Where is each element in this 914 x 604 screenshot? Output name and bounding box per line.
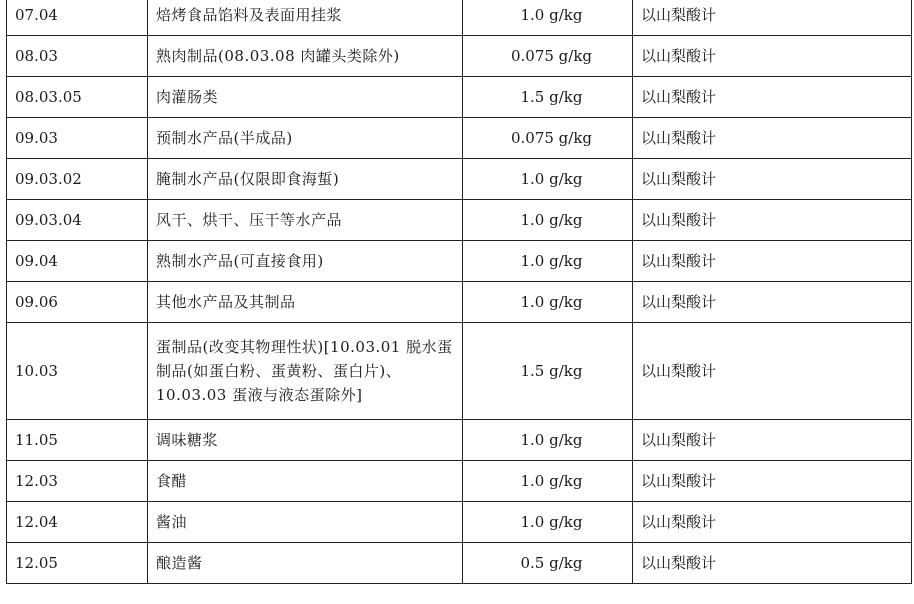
max-usage-amount: 1.0 g/kg [463, 200, 633, 241]
food-category-code: 12.05 [7, 543, 148, 584]
remark: 以山梨酸计 [633, 241, 912, 282]
table-row [7, 420, 912, 461]
food-category-code: 10.03 [7, 323, 148, 420]
remark: 以山梨酸计 [633, 282, 912, 323]
remark: 以山梨酸计 [633, 77, 912, 118]
remark: 以山梨酸计 [633, 543, 912, 584]
food-name: 食醋 [148, 461, 463, 502]
food-category-code: 07.04 [7, 0, 148, 36]
food-category-code: 09.03 [7, 118, 148, 159]
table-row [7, 323, 912, 420]
food-name: 预制水产品(半成品) [148, 118, 463, 159]
food-category-code: 08.03.05 [7, 77, 148, 118]
food-name: 其他水产品及其制品 [148, 282, 463, 323]
food-name: 熟制水产品(可直接食用) [148, 241, 463, 282]
food-name: 肉灌肠类 [148, 77, 463, 118]
food-category-code: 09.04 [7, 241, 148, 282]
food-name: 调味糖浆 [148, 420, 463, 461]
table-row [7, 159, 912, 200]
remark: 以山梨酸计 [633, 461, 912, 502]
max-usage-amount: 1.0 g/kg [463, 282, 633, 323]
max-usage-amount: 0.075 g/kg [463, 36, 633, 77]
remark: 以山梨酸计 [633, 323, 912, 420]
remark: 以山梨酸计 [633, 36, 912, 77]
max-usage-amount: 0.075 g/kg [463, 118, 633, 159]
remark: 以山梨酸计 [633, 502, 912, 543]
food-category-code: 08.03 [7, 36, 148, 77]
food-category-code: 09.03.04 [7, 200, 148, 241]
food-category-code: 09.06 [7, 282, 148, 323]
food-name: 蛋制品(改变其物理性状)[10.03.01 脱水蛋制品(如蛋白粉、蛋黄粉、蛋白片)、10.03.03 蛋液与液态蛋除外] [148, 323, 463, 420]
max-usage-amount: 0.5 g/kg [463, 543, 633, 584]
remark: 以山梨酸计 [633, 118, 912, 159]
table-row [7, 36, 912, 77]
table-row [7, 241, 912, 282]
max-usage-amount: 1.5 g/kg [463, 77, 633, 118]
food-name: 风干、烘干、压干等水产品 [148, 200, 463, 241]
food-category-code: 12.04 [7, 502, 148, 543]
table-row [7, 461, 912, 502]
max-usage-amount: 1.5 g/kg [463, 323, 633, 420]
max-usage-amount: 1.0 g/kg [463, 0, 633, 36]
food-name: 焙烤食品馅料及表面用挂浆 [148, 0, 463, 36]
table-row [7, 282, 912, 323]
food-name: 酿造酱 [148, 543, 463, 584]
food-category-code: 09.03.02 [7, 159, 148, 200]
food-category-code: 12.03 [7, 461, 148, 502]
food-name: 酱油 [148, 502, 463, 543]
remark: 以山梨酸计 [633, 420, 912, 461]
table-row [7, 200, 912, 241]
max-usage-amount: 1.0 g/kg [463, 502, 633, 543]
food-name: 腌制水产品(仅限即食海蜇) [148, 159, 463, 200]
max-usage-amount: 1.0 g/kg [463, 241, 633, 282]
remark: 以山梨酸计 [633, 159, 912, 200]
table-row [7, 77, 912, 118]
table-row [7, 118, 912, 159]
table-row [7, 543, 912, 584]
food-category-code: 11.05 [7, 420, 148, 461]
remark: 以山梨酸计 [633, 0, 912, 36]
food-additive-table [6, 0, 912, 584]
remark: 以山梨酸计 [633, 200, 912, 241]
max-usage-amount: 1.0 g/kg [463, 461, 633, 502]
table-row [7, 0, 912, 36]
table-row [7, 502, 912, 543]
max-usage-amount: 1.0 g/kg [463, 420, 633, 461]
max-usage-amount: 1.0 g/kg [463, 159, 633, 200]
food-name: 熟肉制品(08.03.08 肉罐头类除外) [148, 36, 463, 77]
